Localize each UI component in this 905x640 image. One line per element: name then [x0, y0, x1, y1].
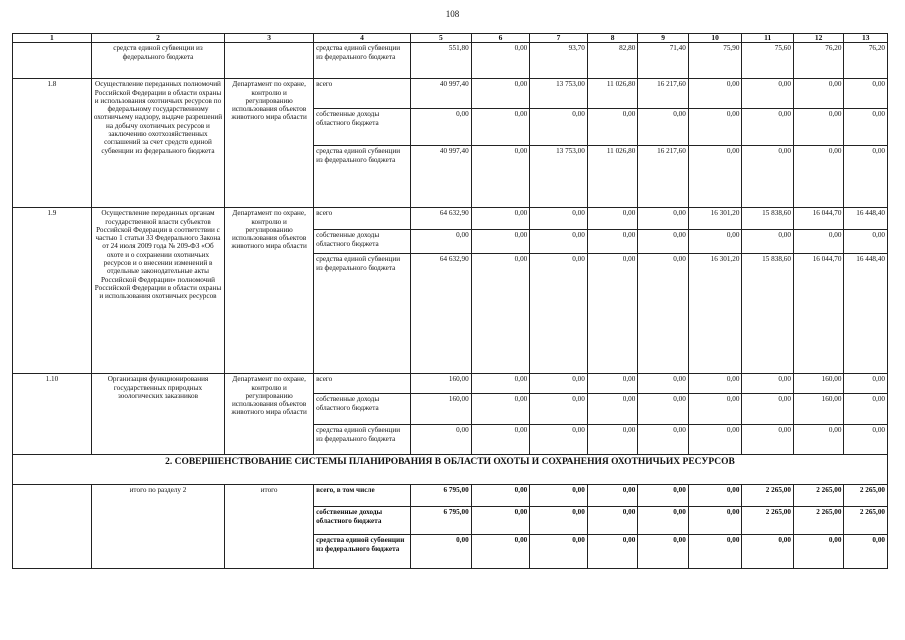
item-name: средств единой субвенции из федерального бюджета — [91, 43, 224, 79]
item-number: 1.10 — [13, 374, 92, 455]
header-row — [13, 34, 888, 43]
table-row: средств единой субвенции из федерального бюджета средства единой субвенции из федерального бюджета 551,80 0,00 93,70 82,80 71,40 75,90 75,60 76,20 76,20 — [13, 43, 888, 79]
col-header: 12 — [793, 34, 844, 43]
funding-source: собственные доходы областного бюджета — [314, 109, 411, 146]
col-header: 1 — [13, 34, 92, 43]
col-header: 6 — [471, 34, 530, 43]
funding-source: собственные доходы областного бюджета — [314, 394, 411, 425]
table-row: средства единой субвенции из федерального бюджета 0,00 0,00 0,00 0,00 0,00 0,00 0,00 0,00 0,00 — [13, 535, 888, 569]
funding-source: средства единой субвенции из федерального бюджета — [314, 535, 411, 569]
funding-source: всего, в том числе — [314, 485, 411, 507]
table-row: 1.10 Организация функционирования государственных природных зоологических заказников Департамент по охране, контролю и регулированию использования объектов животного мира области всего 160,00 0,00 0,00 0,00 0,00 0,00 0,00 160,00 0,00 — [13, 374, 888, 394]
department: Департамент по охране, контролю и регулированию использования объектов животного мира области — [225, 374, 314, 455]
col-header: 11 — [742, 34, 794, 43]
col-header: 8 — [587, 34, 638, 43]
total-dept: итого — [225, 485, 314, 507]
section-title: 2. СОВЕРШЕНСТВОВАНИЕ СИСТЕМЫ ПЛАНИРОВАНИЯ В ОБЛАСТИ ОХОТЫ И СОХРАНЕНИЯ ОХОТНИЧЬИХ РЕСУРСОВ — [13, 455, 888, 485]
table-row: 1.9 Осуществление переданных органам государственной власти субъектов Российской Федерации в соответствии с частью 1 статьи 33 Федерального Закона от 24 июля 2009 года № 209-ФЗ «Об охоте и о сохранении охотничьих ресурсов и о внесении изменений в отдельные законодательные акты Российской Федерации» полномочий Российской Федерации в области охраны и использования охотничьих ресурсов Департамент по охране, контролю и регулированию использования объектов животного мира области всего 64 632,90 0,00 0,00 0,00 0,00 16 301,20 15 838,60 16 044,70 16 448,40 — [13, 208, 888, 230]
page-number: 108 — [445, 9, 460, 19]
department: Департамент по охране, контролю и регулированию использования объектов животного мира области — [225, 79, 314, 208]
table-row: собственные доходы областного бюджета 160,00 0,00 0,00 0,00 0,00 0,00 0,00 160,00 0,00 — [13, 394, 888, 425]
item-number: 1.9 — [13, 208, 92, 374]
col-header: 4 — [314, 34, 411, 43]
table-row: итого по разделу 2 итого всего, в том числе 6 795,00 0,00 0,00 0,00 0,00 0,00 2 265,00 2 265,00 2 265,00 — [13, 485, 888, 507]
table-row: 1.8 Осуществление переданных полномочий Российской Федерации в области охраны и использования охотничьих ресурсов по федеральному государственному охотничьему надзору, выдаче разрешений на добычу охотничьих ресурсов и заключению охотхозяйственных соглашений за счет средств единой субвенции из федерального бюджета Департамент по охране, контролю и регулированию использования объектов животного мира области всего 40 997,40 0,00 13 753,00 11 026,80 16 217,60 0,00 0,00 0,00 0,00 — [13, 79, 888, 109]
item-number: 1.8 — [13, 79, 92, 208]
item-name: Осуществление переданных полномочий Российской Федерации в области охраны и использования охотничьих ресурсов по федеральному государственному охотничьему надзору, выдаче разрешений на добычу охотничьих ресурсов и заключению охотхозяйственных соглашений за счет средств единой субвенции из федерального бюджета — [91, 79, 224, 208]
funding-source: всего — [314, 374, 411, 394]
table-row: средства единой субвенции из федерального бюджета 0,00 0,00 0,00 0,00 0,00 0,00 0,00 0,00 0,00 — [13, 425, 888, 455]
funding-source: всего — [314, 208, 411, 230]
table-row: средства единой субвенции из федерального бюджета 64 632,90 0,00 0,00 0,00 0,00 16 301,20 15 838,60 16 044,70 16 448,40 — [13, 254, 888, 374]
funding-source: собственные доходы областного бюджета — [314, 230, 411, 254]
item-name: Организация функционирования государственных природных зоологических заказников — [91, 374, 224, 455]
col-header: 3 — [225, 34, 314, 43]
funding-source: средства единой субвенции из федерального бюджета — [314, 254, 411, 374]
funding-source: средства единой субвенции из федерального бюджета — [314, 425, 411, 455]
table-row: собственные доходы областного бюджета 6 795,00 0,00 0,00 0,00 0,00 0,00 2 265,00 2 265,00 2 265,00 — [13, 507, 888, 535]
budget-table — [12, 33, 888, 569]
funding-source: средства единой субвенции из федерального бюджета — [314, 146, 411, 208]
col-header: 7 — [530, 34, 588, 43]
total-label: итого по разделу 2 — [91, 485, 224, 507]
table-row: средства единой субвенции из федерального бюджета 40 997,40 0,00 13 753,00 11 026,80 16 217,60 0,00 0,00 0,00 0,00 — [13, 146, 888, 208]
item-name: Осуществление переданных органам государственной власти субъектов Российской Федерации в соответствии с частью 1 статьи 33 Федерального Закона от 24 июля 2009 года № 209-ФЗ «Об охоте и о сохранении охотничьих ресурсов и о внесении изменений в отдельные законодательные акты Российской Федерации» полномочий Российской Федерации в области охраны и использования охотничьих ресурсов — [91, 208, 224, 374]
col-header: 5 — [411, 34, 472, 43]
funding-source: всего — [314, 79, 411, 109]
table-row: собственные доходы областного бюджета 0,00 0,00 0,00 0,00 0,00 0,00 0,00 0,00 0,00 — [13, 230, 888, 254]
col-header: 10 — [688, 34, 742, 43]
col-header: 2 — [91, 34, 224, 43]
col-header: 9 — [638, 34, 689, 43]
table-row: собственные доходы областного бюджета 0,00 0,00 0,00 0,00 0,00 0,00 0,00 0,00 0,00 — [13, 109, 888, 146]
funding-source: собственные доходы областного бюджета — [314, 507, 411, 535]
col-header: 13 — [844, 34, 888, 43]
funding-source: средства единой субвенции из федерального бюджета — [314, 43, 411, 79]
section-row — [13, 455, 888, 485]
department: Департамент по охране, контролю и регулированию использования объектов животного мира области — [225, 208, 314, 374]
